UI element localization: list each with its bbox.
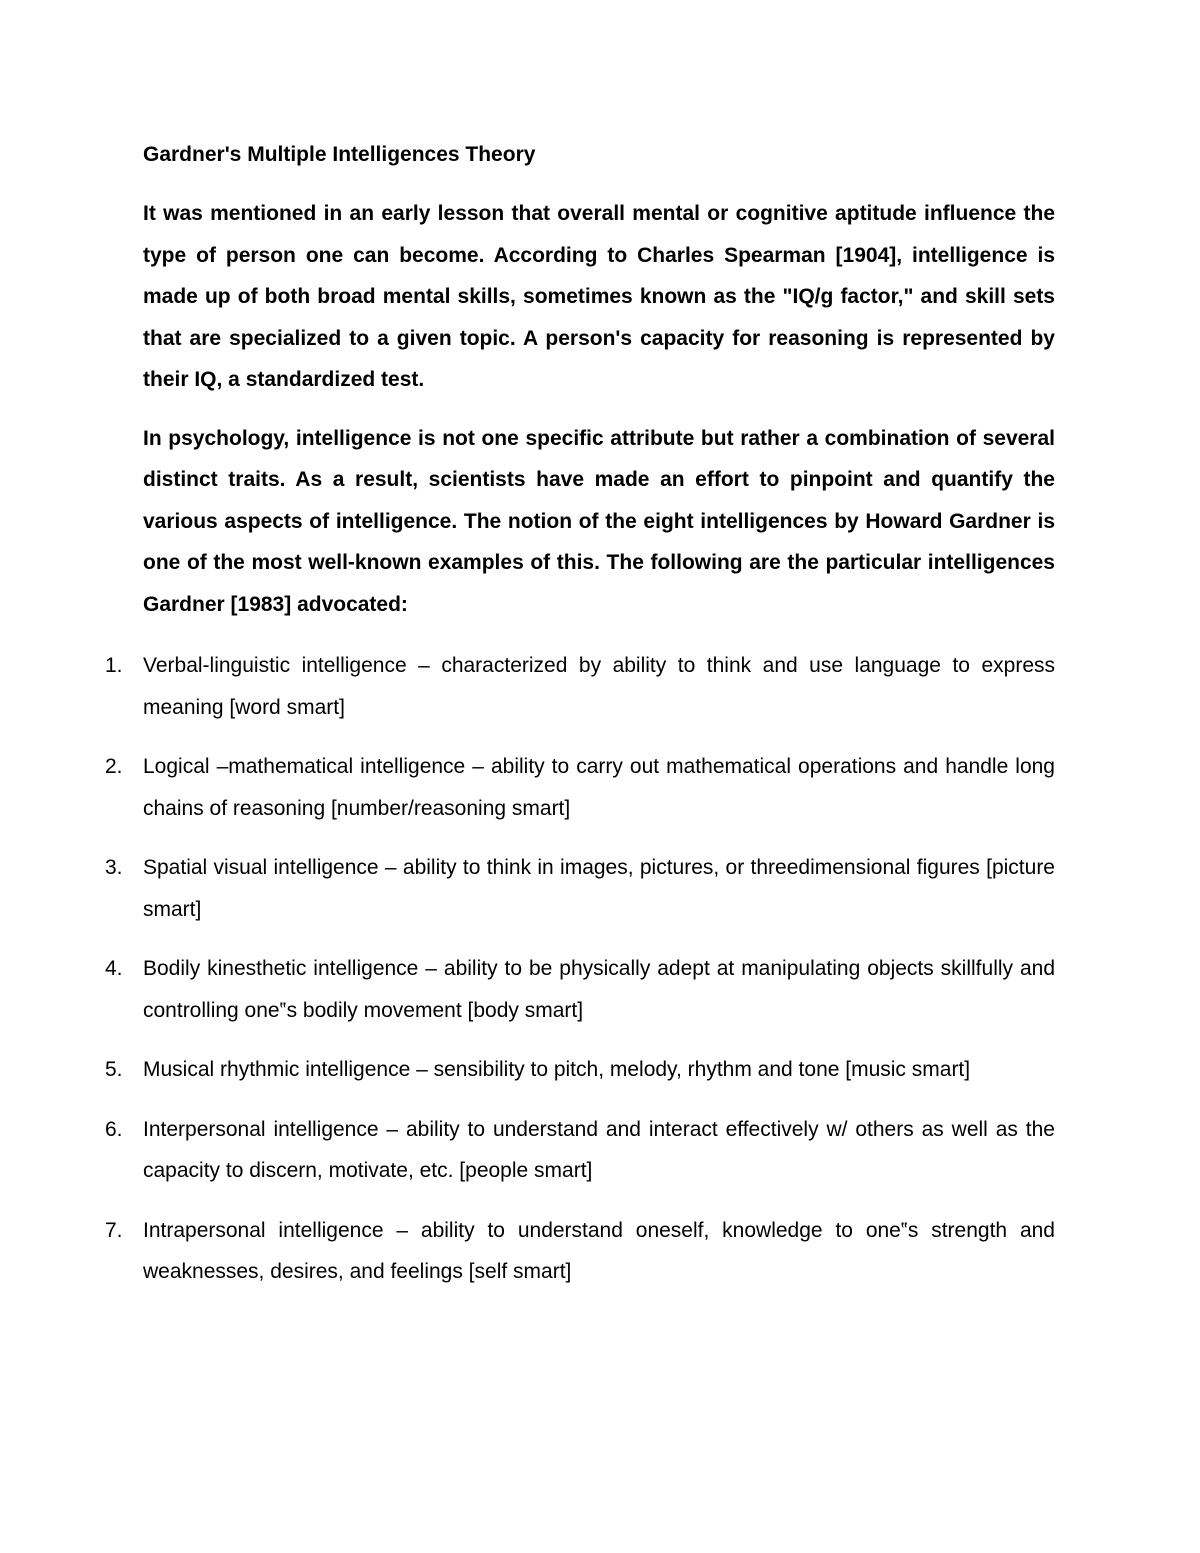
list-item-number: 3. bbox=[105, 856, 123, 879]
list-item-text: Verbal-linguistic intelligence – characterized by ability to think and use language to express meaning [word smart] bbox=[143, 654, 1055, 719]
list-item-text: Spatial visual intelligence – ability to think in images, pictures, or threedimensional figures [picture smart] bbox=[143, 856, 1055, 921]
list-item-number: 2. bbox=[105, 755, 123, 778]
intelligences-list bbox=[105, 645, 1055, 1293]
list-item bbox=[105, 645, 1055, 728]
document-page bbox=[105, 140, 1055, 1315]
list-item-number: 4. bbox=[105, 957, 123, 980]
list-item-number: 1. bbox=[105, 654, 123, 677]
list-item bbox=[105, 948, 1055, 1031]
list-item bbox=[105, 1049, 1055, 1091]
list-item-text: Bodily kinesthetic intelligence – ability to be physically adept at manipulating objects skillfully and controlling one‟s bodily movement [body smart] bbox=[143, 957, 1055, 1022]
list-item-text: Musical rhythmic intelligence – sensibility to pitch, melody, rhythm and tone [music smart] bbox=[143, 1058, 971, 1081]
list-item-text: Intrapersonal intelligence – ability to understand oneself, knowledge to one‟s strength and weaknesses, desires, and feelings [self smart] bbox=[143, 1218, 1055, 1283]
list-item-number: 6. bbox=[105, 1117, 123, 1141]
list-item bbox=[105, 847, 1055, 930]
list-item bbox=[105, 1210, 1055, 1293]
list-item bbox=[105, 746, 1055, 829]
intro-paragraph: It was mentioned in an early lesson that overall mental or cognitive aptitude influence the type of person one can become. According to Charles Spearman [1904], intelligence is made up of both broad mental skills, sometimes known as the "IQ/g factor," and skill sets that are specialized to a given topic. A person's capacity for reasoning is represented by their IQ, a standardized test. bbox=[143, 202, 1055, 391]
list-item-number: 5. bbox=[105, 1058, 123, 1081]
list-item bbox=[105, 1109, 1055, 1192]
list-item-text: Interpersonal intelligence – ability to understand and interact effectively w/ others as well as the capacity to discern, motivate, etc. [people smart] bbox=[143, 1117, 1055, 1182]
document-title: Gardner's Multiple Intelligences Theory bbox=[143, 143, 536, 166]
list-item-text: Logical –mathematical intelligence – ability to carry out mathematical operations and handle long chains of reasoning [number/reasoning smart] bbox=[143, 755, 1055, 820]
psychology-paragraph: In psychology, intelligence is not one specific attribute but rather a combination of several distinct traits. As a result, scientists have made an effort to pinpoint and quantify the various aspects of intelligence. The notion of the eight intelligences by Howard Gardner is one of the most well-known examples of this. The following are the particular intelligences Gardner [1983] advocated: bbox=[143, 426, 1055, 616]
list-item-number: 7. bbox=[105, 1218, 123, 1242]
